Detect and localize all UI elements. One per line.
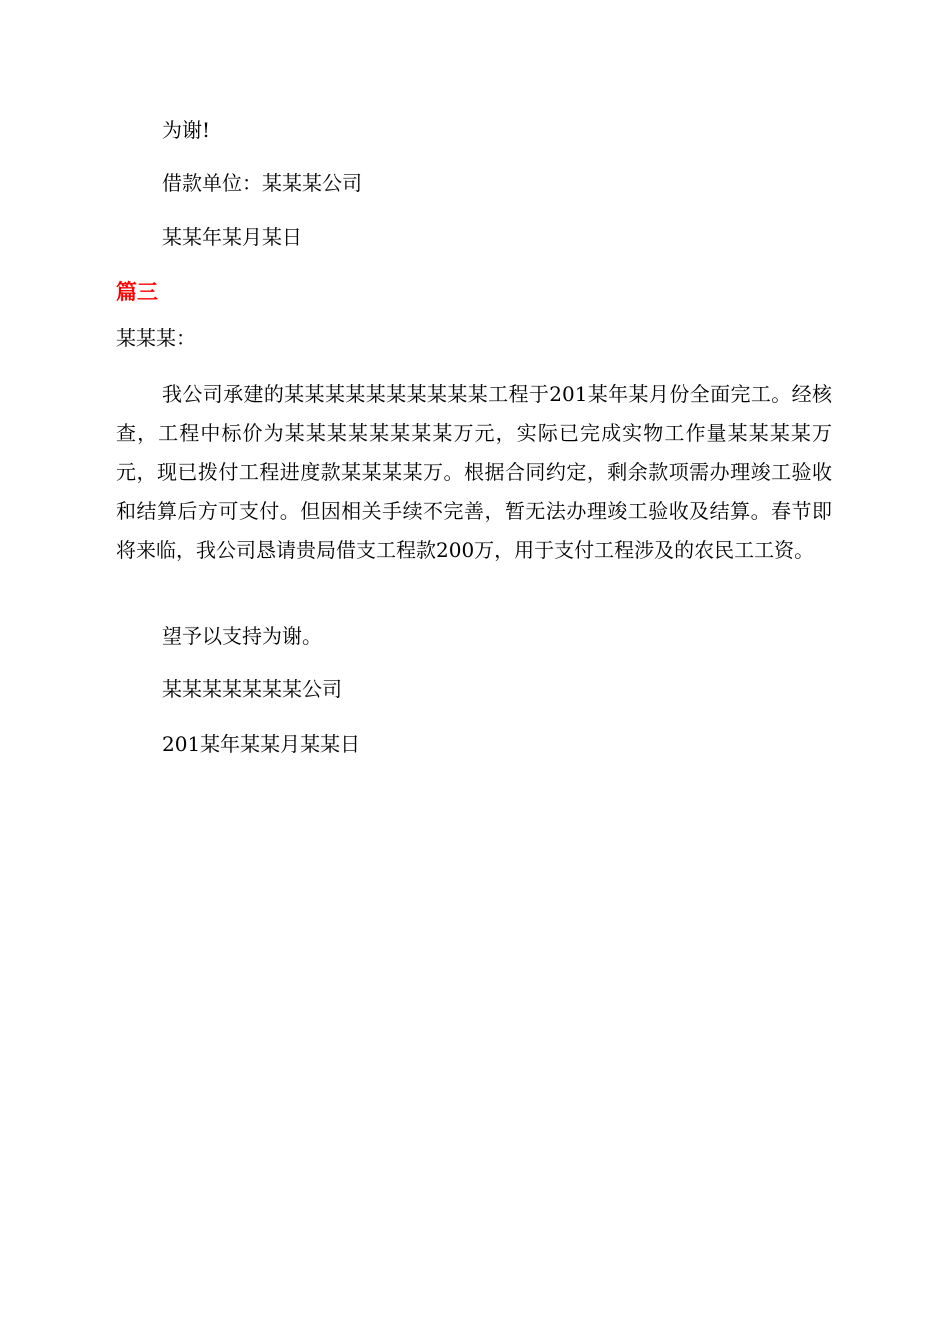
closing-line: 望予以支持为谢。 (162, 624, 322, 648)
date-line: 某某年某月某日 (162, 225, 302, 249)
company-line: 某某某某某某某公司 (162, 677, 342, 701)
section-date-line: 201某年某某月某某日 (162, 732, 361, 756)
thanks-line: 为谢! (162, 118, 211, 142)
borrower-line: 借款单位：某某某公司 (162, 171, 362, 195)
salutation: 某某某： (116, 326, 196, 350)
section-heading: 篇三 (116, 280, 158, 304)
body-paragraph: 我公司承建的某某某某某某某某某某工程于201某年某月份全面完工。经核查，工程中标价为某某某某某某某某万元，实际已完成实物工作量某某某某万元，现已拨付工程进度款某某某某万。根据合同约定，剩余款项需办理竣工验收和结算后方可支付。但因相关手续不完善，暂无法办理竣工验收及结算。春节即将来临，我公司恳请贵局借支工程款200万，用于支付工程涉及的农民工工资。 (116, 382, 832, 562)
